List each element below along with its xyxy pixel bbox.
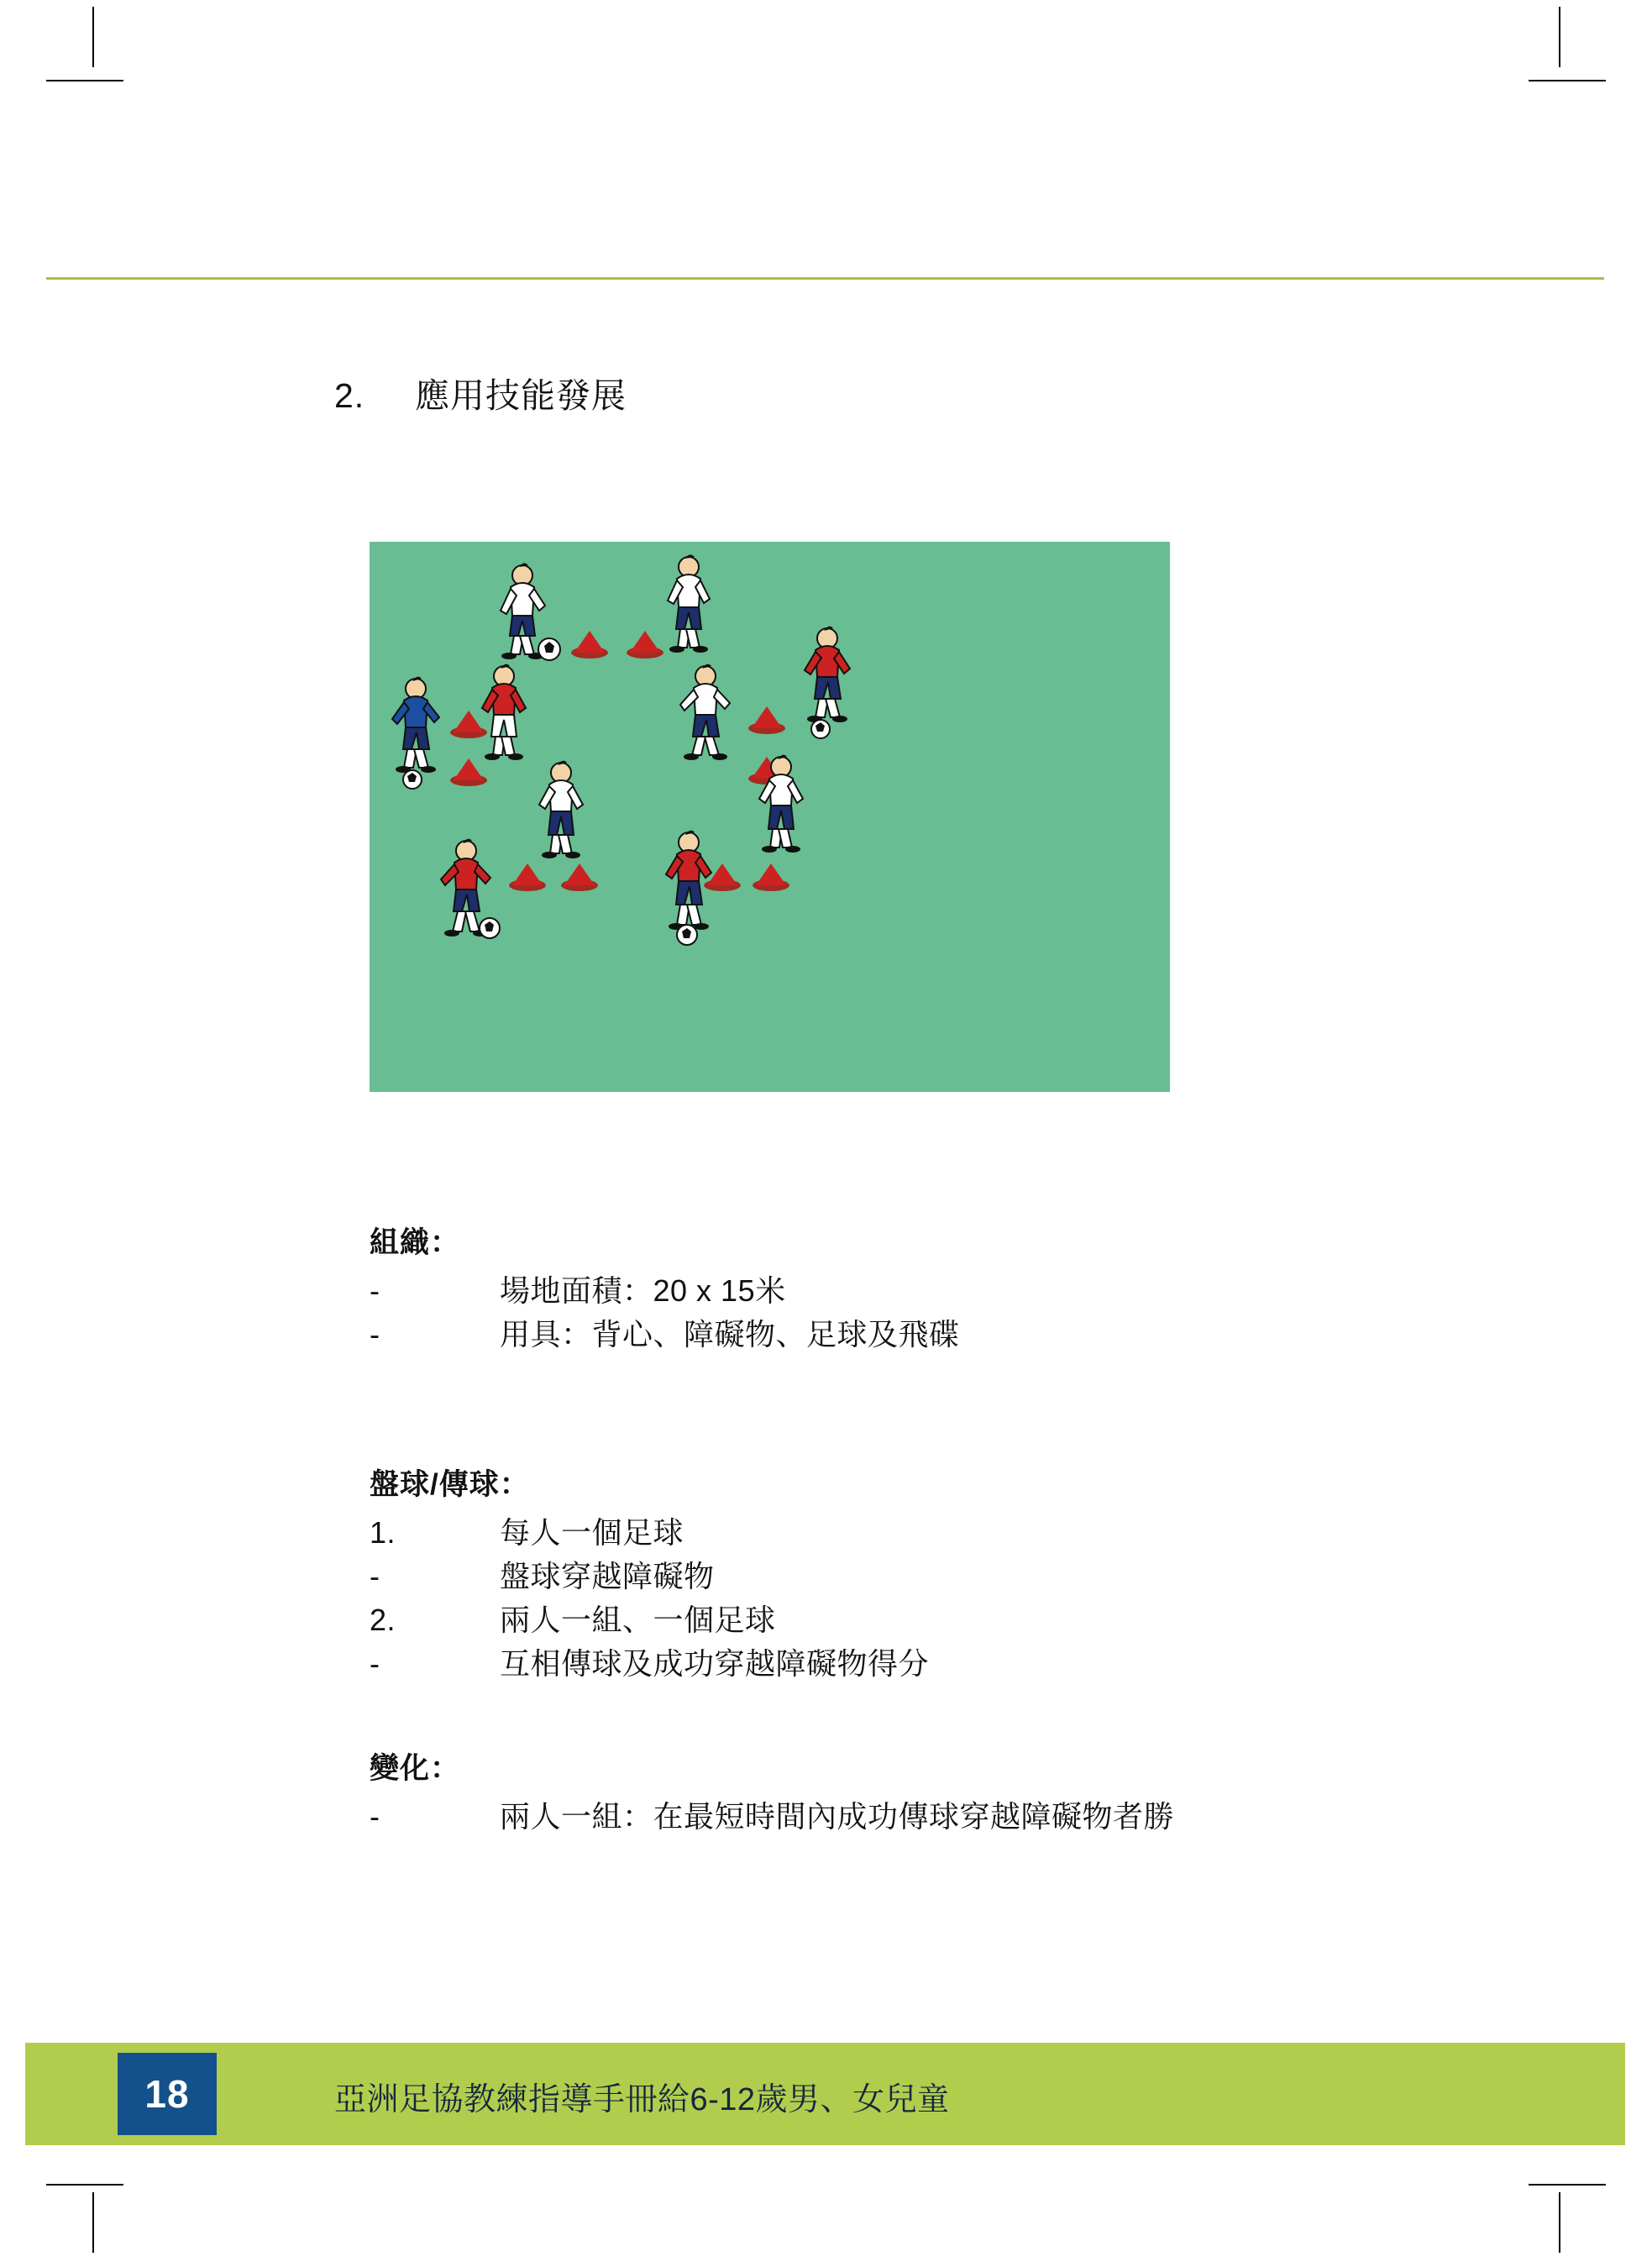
list-marker: - (370, 1273, 380, 1308)
footer-title: 亞洲足協教練指導手冊給6-12歲男、女兒童 (334, 2082, 950, 2117)
list-item (370, 1317, 960, 1351)
section-number: 2. (334, 376, 365, 415)
list-item (370, 1799, 1175, 1834)
organisation-block (370, 1228, 960, 1363)
crop-mark-bottom-left-h (46, 2184, 123, 2186)
section-title-text: 應用技能發展 (415, 376, 627, 415)
list-marker: - (370, 1646, 380, 1681)
header-rule (46, 277, 1604, 280)
list-item (370, 1561, 929, 1592)
list-item (370, 1646, 930, 1681)
crop-mark-top-left-v (92, 7, 94, 67)
list-text: 場地面積：20 x 15米 (500, 1273, 786, 1308)
list-marker: - (370, 1799, 380, 1834)
list-marker: - (370, 1559, 380, 1593)
list-item (370, 1515, 929, 1550)
list-marker: 2. (370, 1603, 396, 1637)
crop-mark-top-right-v (1559, 7, 1560, 67)
list-text: 兩人一組：在最短時間內成功傳球穿越障礙物者勝 (500, 1799, 1175, 1834)
list-item (370, 1605, 929, 1635)
variation-block (370, 1754, 1174, 1845)
dribbling-passing-block (370, 1470, 929, 1692)
variation-heading: 變化： (370, 1752, 461, 1785)
dribbling-passing-heading: 盤球/傳球： (370, 1468, 530, 1501)
training-drill-illustration (370, 542, 1170, 1092)
page-number-badge: 18 (118, 2053, 217, 2135)
list-item (370, 1273, 960, 1308)
crop-mark-bottom-left-v (92, 2192, 94, 2253)
organisation-heading: 組織： (370, 1226, 461, 1259)
list-marker: - (370, 1317, 380, 1351)
crop-mark-top-left-h (46, 80, 123, 81)
crop-mark-bottom-right-v (1559, 2192, 1560, 2253)
list-text: 用具：背心、障礙物、足球及飛碟 (500, 1317, 960, 1351)
crop-mark-top-right-h (1529, 80, 1606, 81)
list-text: 兩人一組、一個足球 (500, 1603, 776, 1637)
list-text: 盤球穿越障礙物 (500, 1559, 715, 1593)
list-marker: 1. (370, 1515, 396, 1550)
page-title (334, 368, 627, 417)
list-text: 每人一個足球 (500, 1515, 684, 1550)
crop-mark-bottom-right-h (1529, 2184, 1606, 2186)
list-text: 互相傳球及成功穿越障礙物得分 (500, 1646, 930, 1681)
